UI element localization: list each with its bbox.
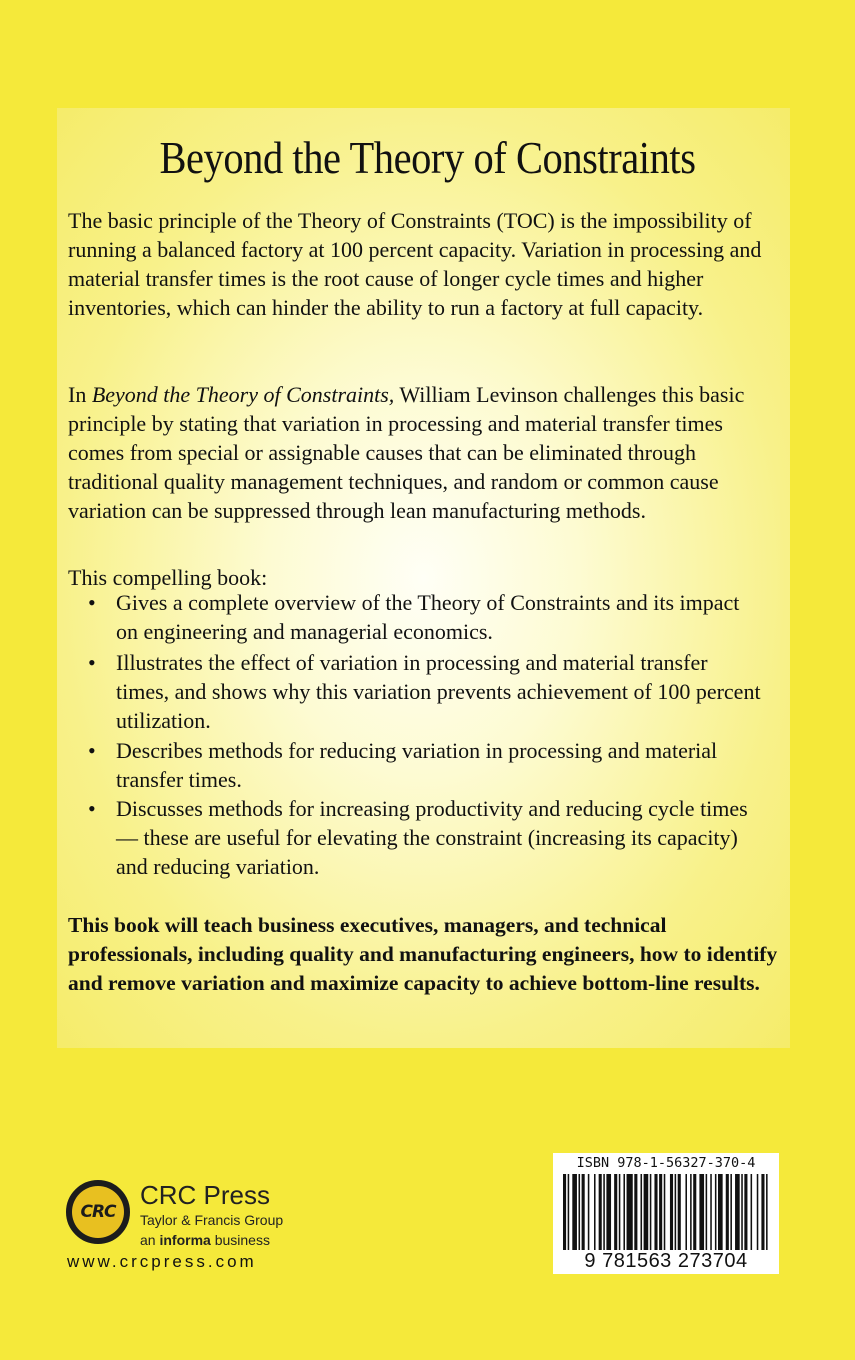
barcode-bar (654, 1174, 657, 1254)
informa-prefix: an (140, 1232, 160, 1248)
publisher-informa (140, 1232, 270, 1248)
closing-paragraph: This book will teach business executives, managers, and technical professionals, including quality and manufacturing engineers, how to identify and remove variation and maximize capacity to achieve bottom-line results. (68, 913, 778, 995)
barcode-bar (659, 1174, 662, 1254)
barcode-bars-icon (557, 1174, 775, 1254)
bullet-text: Illustrates the effect of variation in processing and material transfer times, and shows why this variation prevents achievement of 100 percent utilization. (116, 650, 761, 733)
barcode-bar (572, 1174, 577, 1254)
barcode-bar (710, 1174, 712, 1254)
barcode-bar (563, 1174, 566, 1254)
bullet-icon: • (88, 650, 96, 675)
barcode-bar (634, 1174, 637, 1254)
barcode-bar (614, 1174, 617, 1254)
barcode-bar (735, 1174, 740, 1254)
bullets-intro: This compelling book: (68, 565, 268, 590)
barcode-bar (730, 1174, 732, 1254)
barcode-bar (675, 1174, 677, 1254)
book-title: Beyond the Theory of Constraints (159, 132, 696, 183)
barcode-bar (664, 1174, 666, 1254)
barcode-bar (744, 1174, 747, 1254)
barcode-bar (715, 1174, 717, 1254)
paragraph-2-prefix: In (68, 382, 92, 407)
barcode (553, 1153, 779, 1274)
paragraph-2-rest: William Levinson challenges this basic principle by stating that variation in processing and material transfer times comes from special or assignable causes that can be eliminated through traditional quality management techniques, and random or common cause variation can be suppressed through lean manufacturing methods. (68, 382, 745, 523)
barcode-bar (623, 1174, 625, 1254)
crc-logo-icon (63, 1177, 133, 1247)
barcode-bar (757, 1174, 759, 1254)
barcode-bar (588, 1174, 590, 1254)
barcode-bar (599, 1174, 602, 1254)
isbn-text: ISBN 978-1-56327-370-4 (576, 1155, 756, 1171)
barcode-bar (751, 1174, 753, 1254)
barcode-bar (619, 1174, 621, 1254)
barcode-bar (603, 1174, 605, 1254)
publisher-url: www.crcpress.com (67, 1252, 257, 1271)
description-paragraph-1: The basic principle of the Theory of Constraints (TOC) is the impossibility of running a balanced factory at 100 percent capacity. Variation in processing and material transfer times is the root cause of longer cycle times and higher inventories, which can hinder the ability to run a factory at full capacity. (68, 208, 762, 320)
barcode-bar (579, 1174, 581, 1254)
paragraph-2-book-title: Beyond the Theory of Constraints, (91, 382, 395, 407)
barcode-bar (627, 1174, 633, 1254)
barcode-bar (568, 1174, 570, 1254)
bullet-text: Discusses methods for increasing productivity and reducing cycle times — these are useful for elevating the constraint (increasing its capacity) and reducing variation. (116, 796, 748, 879)
informa-name: informa (159, 1232, 211, 1248)
barcode-bar (726, 1174, 729, 1254)
barcode-bar (594, 1174, 596, 1254)
publisher-name: CRC Press (140, 1180, 271, 1210)
barcode-bar (741, 1174, 743, 1254)
bullet-icon: • (88, 590, 96, 615)
publisher-group: Taylor & Francis Group (140, 1212, 284, 1228)
barcode-bar (706, 1174, 708, 1254)
barcode-bar (685, 1174, 687, 1254)
barcode-bar (644, 1174, 649, 1254)
barcode-bar (582, 1174, 585, 1254)
barcode-bar (678, 1174, 681, 1254)
ean-number: 9 781563 273704 (553, 1250, 779, 1272)
barcode-bar (693, 1174, 696, 1254)
barcode-bar (670, 1174, 673, 1254)
barcode-bar (699, 1174, 704, 1254)
barcode-bar (718, 1174, 723, 1254)
barcode-bar (690, 1174, 692, 1254)
barcode-bar (641, 1174, 643, 1254)
crc-logo-text: CRC (72, 1186, 124, 1238)
description-paragraph-2 (68, 380, 780, 525)
barcode-bar (766, 1174, 768, 1254)
bullet-text: Describes methods for reducing variation in processing and material transfer times. (116, 738, 718, 792)
barcode-bar (761, 1174, 764, 1254)
bullet-text: Gives a complete overview of the Theory of Constraints and its impact on engineering and managerial economics. (116, 590, 740, 644)
bullet-icon: • (88, 738, 96, 763)
informa-suffix: business (210, 1232, 270, 1248)
barcode-bar (606, 1174, 611, 1254)
barcode-bar (650, 1174, 652, 1254)
bullet-icon: • (88, 796, 96, 821)
